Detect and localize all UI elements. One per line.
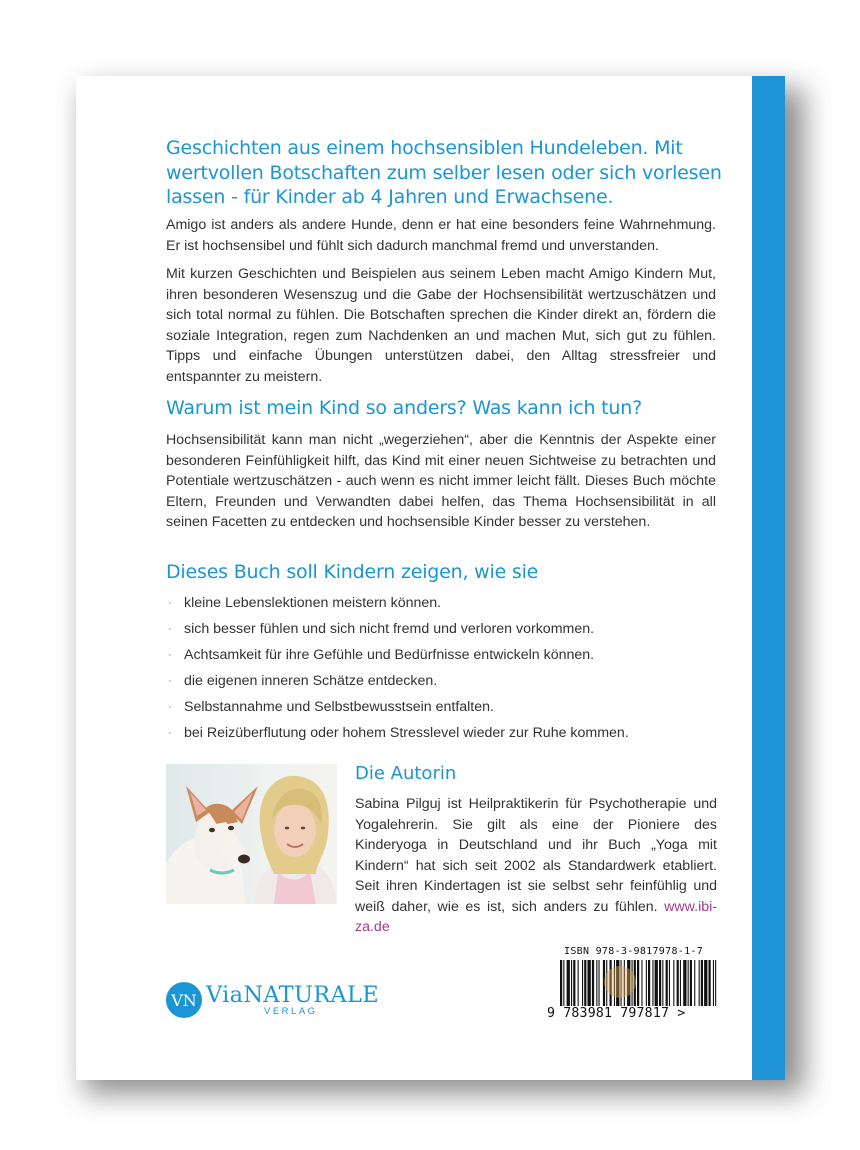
book-spine	[752, 76, 785, 1080]
barcode-bar	[648, 960, 650, 1006]
goal-item	[166, 670, 726, 696]
author-with-dog-photo	[166, 764, 337, 904]
goal-text: die eigenen inneren Schätze entdecken.	[184, 673, 438, 689]
isbn-label: ISBN 978-3-9817978-1-7	[564, 946, 704, 957]
barcode-bar	[567, 960, 570, 1006]
publisher-logo	[164, 980, 384, 1030]
barcode-bar	[596, 960, 597, 1006]
barcode-bar	[673, 960, 674, 1006]
barcode-bar	[709, 960, 711, 1006]
goal-item	[166, 696, 726, 722]
barcode-bar	[688, 960, 689, 1006]
author-website-link[interactable]: www.ibi-za.de	[355, 898, 717, 935]
barcode-bar	[666, 960, 668, 1006]
barcode-bar	[669, 960, 670, 1006]
goal-text: sich besser fühlen und sich nicht fremd und verloren vorkommen.	[184, 621, 595, 637]
question-heading: Warum ist mein Kind so anders? Was kann ich tun?	[166, 397, 642, 419]
barcode-bar	[694, 960, 695, 1006]
isbn-digits: 9 783981 797817 >	[547, 1006, 686, 1021]
barcode-bar	[683, 960, 686, 1006]
barcode-bar	[571, 960, 572, 1006]
publisher-name: ViaNATURALE	[206, 982, 379, 1008]
barcode-bar	[652, 960, 653, 1006]
publisher-monogram-text: VN	[171, 991, 197, 1010]
publisher-subtitle: VERLAG	[264, 1006, 318, 1017]
barcode-bar	[680, 960, 681, 1006]
author-photo-illustration	[166, 764, 337, 904]
barcode-bar	[641, 960, 642, 1006]
barcode-bar	[560, 960, 562, 1006]
intro-heading: Geschichten aus einem hochsensiblen Hundeleben. Mit wertvollen Botschaften zum selber lesen oder sich vorlesen lassen - für Kinder ab 4 Jahren und Erwachsene.	[166, 137, 722, 208]
goal-item	[166, 618, 726, 644]
barcode-bar	[599, 960, 600, 1006]
goal-item	[166, 592, 726, 618]
author-heading: Die Autorin	[355, 763, 457, 784]
goal-text: Achtsamkeit für ihre Gefühle und Bedürfnisse entwickeln können.	[184, 647, 595, 663]
bullet-icon: ·	[168, 675, 172, 687]
barcode-bar	[699, 960, 700, 1006]
barcode-bar	[592, 960, 594, 1006]
bullet-icon: ·	[168, 623, 172, 635]
goal-item	[166, 722, 726, 748]
barcode-bar	[713, 960, 714, 1006]
barcode-bar	[582, 960, 583, 1006]
isbn-barcode	[547, 946, 722, 1024]
barcode-bar	[690, 960, 692, 1006]
intro-paragraph-2: Mit kurzen Geschichten und Beispielen aus seinem Leben macht Amigo Kindern Mut, ihren besonderen Wesenszug und die Gabe der Hochsensibilität wertzuschätzen und sich total normal zu fühlen. Die Botschaften sprechen die Kinder direkt an, fördern die soziale Integration, regen zum Nachdenken an und machen Mut, sich gut zu fühlen. Tipps und einfache Übungen unterstützen dabei, den Alltag stressfreier und entspannter zu meistern.	[166, 266, 716, 385]
goal-text: Selbstannahme und Selbstbewusstsein entfalten.	[184, 699, 494, 715]
barcode-bars	[560, 960, 725, 1010]
bullet-icon: ·	[168, 727, 172, 739]
author-bio	[355, 794, 717, 938]
publisher-monogram-icon	[164, 980, 204, 1020]
barcode-bar	[584, 960, 586, 1006]
barcode-bar	[704, 960, 707, 1006]
intro-paragraph-1: Amigo ist anders als andere Hunde, denn er hat eine besonders feine Wahrnehmung. Er ist hochsensibel und fühlt sich dadurch manchmal fremd und unverstanden.	[166, 217, 716, 254]
barcode-bar	[578, 960, 579, 1006]
author-bio-text: Sabina Pilguj ist Heilpraktikerin für Psychotherapie und Yogalehrerin. Sie gilt als eine der Pioniere des Kinderyoga in Deutschland und ihr Buch „Yoga mit Kindern“ hat sich seit 2002 als Standardwerk etabliert. Seit ihren Kindertagen ist sie selbst sehr feinfühlig und weiß daher, wie es ist, sich anders zu fühlen.	[355, 796, 717, 915]
barcode-bar	[588, 960, 591, 1006]
barcode-bar	[637, 960, 639, 1006]
barcode-bar	[563, 960, 564, 1006]
barcode-bar	[655, 960, 658, 1006]
hologram-sticker	[604, 966, 636, 998]
goals-list	[166, 592, 726, 748]
barcode-bar	[677, 960, 679, 1006]
barcode-bar	[646, 960, 647, 1006]
bullet-icon: ·	[168, 597, 172, 609]
bullet-icon: ·	[168, 701, 172, 713]
barcode-bar	[701, 960, 703, 1006]
goal-item	[166, 644, 726, 670]
bullet-icon: ·	[168, 649, 172, 661]
question-paragraph: Hochsensibilität kann man nicht „wegerziehen“, aber die Kenntnis der Aspekte einer besonderen Feinfühligkeit hilft, das Kind mit einer neuen Sichtweise zu betrachten und Potentiale wertzuschätzen - auch wenn es nicht immer leicht fällt. Dieses Buch möchte Eltern, Freunden und Verwandten dabei helfen, das Thema Hochsensibilität in all seinen Facetten zu entdecken und hochsensible Kinder besser zu verstehen.	[166, 432, 716, 530]
goal-text: kleine Lebenslektionen meistern können.	[184, 595, 442, 611]
barcode-bar	[659, 960, 661, 1006]
barcode-bar	[573, 960, 575, 1006]
goals-heading: Dieses Buch soll Kindern zeigen, wie sie	[166, 561, 539, 583]
barcode-bar	[662, 960, 663, 1006]
goal-text: bei Reizüberflutung oder hohem Stresslevel wieder zur Ruhe kommen.	[184, 725, 629, 741]
barcode-bar	[715, 960, 716, 1006]
